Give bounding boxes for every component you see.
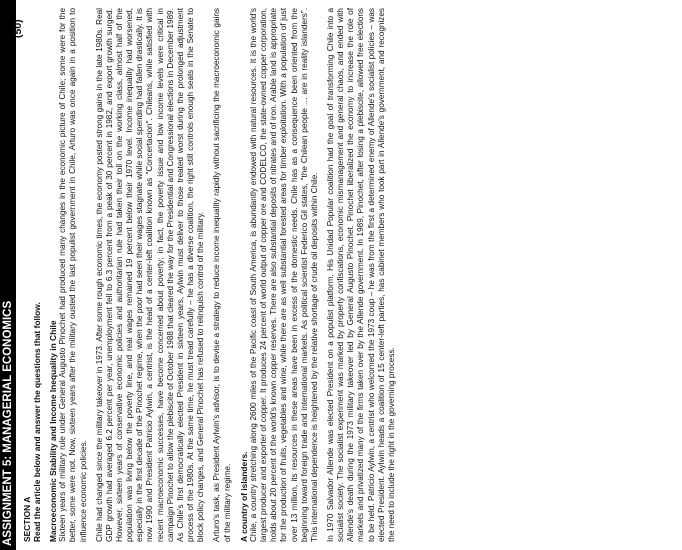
islanders-paragraph: In 1970 Salvador Allende was elected President on a populist platform. His Unidad Popular coalition had the goal of transforming Chile into a socialist society. The socialist experiment was marked by property confiscations, economic mismanagement and general chaos, and ended with Allende's death during the 1973 military takeover led by General Augusto Pinochet. Pinochet liberalized the economy to increase the role of markets and privatized many of the firms taken over by the Allende government. In 1989, Pinochet, after losing a plebiscite, allowed free elections to be held. Patricio Aylwin, a centrist who welcomed the 1973 coup – he was from the first a determined enemy of Allende's socialist policies – was elected President. Aylwin heads a coalition of 15 center-left parties, has cabinet members who took part in Allende's government, and recognizes the need to include the right in the governing process. (326, 8, 396, 542)
section-label: SECTION A (22, 496, 32, 542)
assignment-banner: ASSIGNMENT 5: MANAGERIAL ECONOMICS (0, 0, 16, 550)
article-paragraph: Chile had changed since the military takeover in 1973. After some rough economic times, the economy posted strong gains in the late 1980s. Real GDP growth had averaged 6.2 percent per year, unemployment fell to 6.3 percent from a peak of 30 percent in 1982, and export growth surged. However, sixteen years of conservative economic policies and authoritarian rule had taken their toll on the working class, almost half of the population was living below the poverty line, and real wages remained 19 percent below their 1970 level. Income inequality had worsened, especially in the first decade of the Pinochet regime, when the poor had seen their wages stagnate while social spending had fallen drastically. It is now 1990 and President Patricio Aylwin, a centrist, is the head of a center-left coalition known as "Concertacion". Chileans, while satisfied with recent macroeconomic successes, have become concerned about poverty; in fact, the poverty issue and low income levels were critical in campaign Pinochet to allow the plebiscite of October 1988 that cleared the way for the Presidential and Congressional elections in December 1989. As Chile's first democratically elected President in sixteen years, Aylwin must deliver to those treated worst during the prolonged adjustment process of the 1980s. At the same time, he must tread carefully – he has a diverse coalition, the right still controls enough seats in the Senate to block policy changes, and General Pinochet has refused to relinquish control of the military. (94, 8, 206, 542)
marks-label: (50) (12, 19, 24, 38)
page-body (22, 8, 403, 542)
islanders-title: A country of islanders. (238, 451, 249, 542)
article-title: Macroeconomic Stability and Income Inequality in Chile (48, 320, 58, 542)
instruction-text: Read the article below and answer the questions that follow. (32, 302, 42, 542)
article-paragraph: Arturo's task, as President Aylwin's advisor, is to devise a strategy to reduce income inequality rapidly without sacrificing the macroeconomic gains of the military regime. (212, 8, 232, 542)
article-paragraph: Sixteen years of military rule under General Augusto Pinochet had produced many changes in the economic picture of Chile; some were for the better, some were not. Now, sixteen years after the military ousted the last populist government in Chile, Arturo was once again in a position to influence economic policies. (58, 8, 88, 542)
islanders-paragraph: Chile, a country stretching along 2600 miles of the Pacific coast of South America, is abundantly endowed with natural resources. It is the world's largest producer and exporter of copper. It produces 24 percent of world output of copper ore and CODELCO, the state-owned copper corporation, holds about 20 percent of the world's known copper reserves. There are also substantial deposits of nitrates and of iron. Arable land is appropriate for the production of fruits, vegetables and wine, while there are as well substantial forested areas for timber exploitation. With a population of just over 13 million, its resources in these areas have been in excess of the domestic needs. Chile has as a consequence been oriented from the beginning toward foreign trade and international markets. As political scientist Federico Gil states, "the Chilean people … are in reality islanders". This international dependence is heightened by the relative shortage of crude oil deposits within Chile. (248, 8, 319, 542)
